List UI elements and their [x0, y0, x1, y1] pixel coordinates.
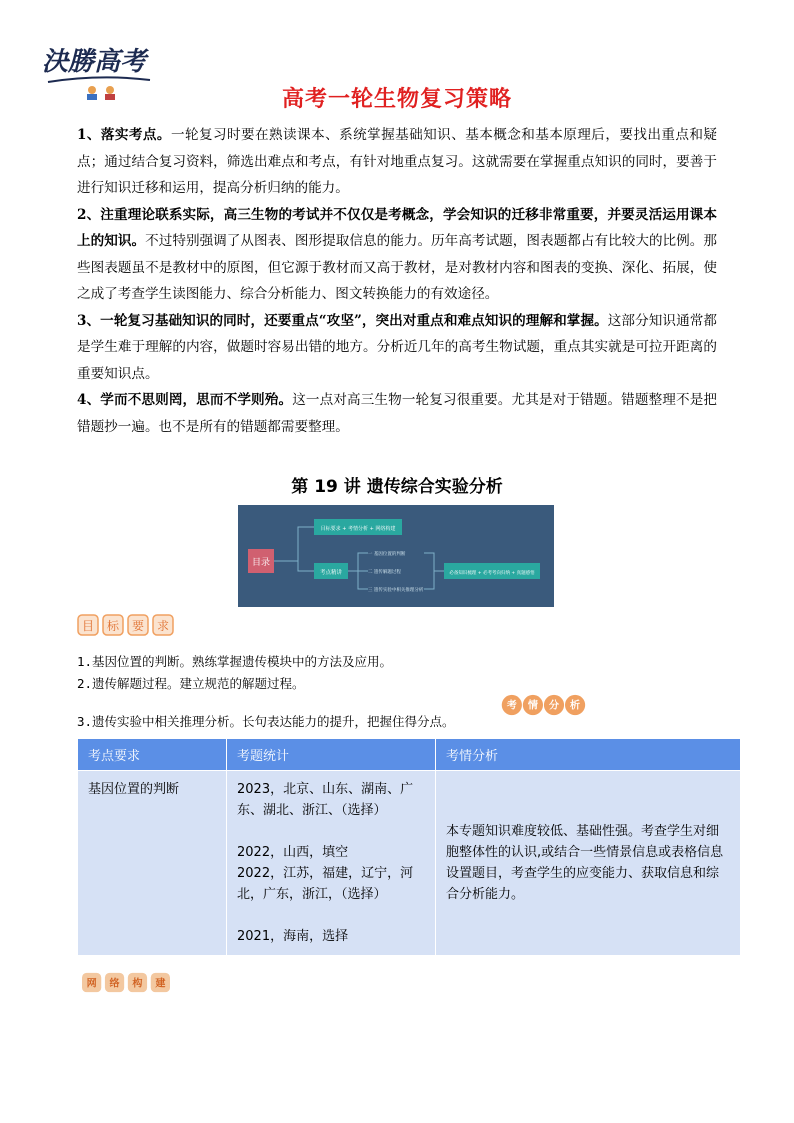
strategy-heading: 1、落实考点。	[77, 127, 171, 143]
table-row	[78, 771, 741, 956]
logo-text: 決勝高考	[42, 47, 147, 77]
diagram-sub1-label: 一 基因位置的判断	[368, 552, 406, 557]
tag-char: 考	[506, 700, 517, 712]
tag-char: 析	[570, 700, 581, 712]
tag-char: 情	[527, 700, 538, 712]
requirement-item: 3.遗传实验中相关推理分析。长句表达能力的提升，把握住得分点。	[77, 714, 455, 729]
strategy-paragraph	[77, 202, 717, 308]
strategy-body: 不过特别强调了从图表、图形提取信息的能力。历年高考试题，图表题都占有比较大的比例。那些图表题虽不是教材中的原图，但它源于教材而又高于教材，是对教材内容和图表的变换、深化、拓展，使之成了考查学生读图能力、综合分析能力、图文转换能力的有效途径。	[77, 233, 718, 302]
exam-analysis-table	[77, 738, 741, 956]
tag-char: 要	[131, 619, 145, 633]
requirement-item: 2.遗传解题过程。建立规范的解题过程。	[77, 676, 305, 691]
section-tag-goal	[77, 614, 175, 636]
diagram-sub3-label: 三 遗传实验中相关推理分析	[368, 588, 424, 593]
column-header: 考点要求	[78, 739, 227, 771]
tag-char: 求	[156, 619, 170, 633]
tag-char: 网	[86, 978, 97, 990]
stat-entry: 2022，山西，填空	[237, 845, 349, 860]
table-header-row	[78, 739, 741, 771]
strategy-paragraph	[77, 122, 717, 202]
tag-char: 络	[109, 978, 120, 990]
strategy-paragraph	[77, 387, 717, 440]
section-tag-exam	[497, 694, 589, 716]
column-header: 考题统计	[227, 739, 436, 771]
strategy-body: 一轮复习时要在熟读课本、系统掌握基础知识、基本概念和基本原理后，要找出重点和疑点；通过结合复习资料，筛选出难点和考点，有针对地重点复习。这就需要在掌握重点知识的同时，要善于进行知识迁移和运用，提高分析归纳的能力。	[77, 127, 717, 196]
tag-char: 建	[155, 978, 166, 990]
stat-entry: 2022，江苏，福建，辽宁，河北，广东，浙江，（选择）	[237, 866, 414, 902]
lecture-title: 第 19 讲 遗传综合实验分析	[291, 477, 503, 497]
strategy-heading: 3、一轮复习基础知识的同时，还要重点“攻坚”，突出对重点和难点知识的理解和掌握。	[77, 312, 608, 329]
requirement-item: 1.基因位置的判断。熟练掌握遗传模块中的方法及应用。	[77, 654, 393, 669]
section-tag-network	[77, 972, 175, 994]
strategy-body: 这一点对高三生物一轮复习很重要。尤其是对于错题。错题整理不是把错题抄一遍。也不是所有的错题都需要整理。	[77, 392, 717, 435]
strategy-paragraph	[77, 308, 717, 388]
tag-char: 分	[548, 700, 560, 712]
strategy-heading: 2、注重理论联系实际，高三生物的考试并不仅仅是考概念，学会知识的迁移非常重要，并要灵活运用课本上的知识。	[77, 206, 717, 249]
analysis-cell: 本专题知识难度较低、基础性强。考查学生对细胞整体性的认识,或结合一些情景信息或表格信息设置题目，考查学生的应变能力、获取信息和综合分析能力。	[436, 771, 741, 956]
stats-cell	[227, 771, 436, 956]
stat-entry: 2023，北京、山东、湖南、广东、湖北、浙江、（选择）	[237, 782, 414, 818]
strategy-section	[77, 122, 717, 440]
diagram-right-label: 必备知识梳理 + 必考考向归纳 + 真题感悟	[449, 571, 535, 576]
diagram-root-label: 目录	[251, 558, 271, 568]
strategy-body: 这部分知识通常都是学生难于理解的内容，做题时容易出错的地方。分析近几年的高考生物试题，重点其实就是可拉开距离的重要知识点。	[77, 312, 717, 382]
strategy-heading: 4、学而不思则罔，思而不学则殆。	[77, 392, 293, 408]
topic-cell: 基因位置的判断	[78, 771, 227, 956]
column-header: 考情分析	[436, 739, 741, 771]
tag-char: 标	[106, 619, 120, 633]
diagram-sub2-label: 二 遗传解题过程	[368, 570, 401, 575]
page-title: 高考一轮生物复习策略	[281, 87, 512, 112]
stat-entry: 2021，海南，选择	[237, 929, 349, 944]
diagram-branch2-label: 考点精讲	[319, 570, 343, 576]
tag-char: 构	[132, 978, 143, 990]
tag-char: 目	[81, 619, 95, 633]
outline-diagram	[238, 505, 554, 607]
diagram-branch1-label: 目标要求 + 考情分析 + 网络构建	[320, 526, 396, 532]
